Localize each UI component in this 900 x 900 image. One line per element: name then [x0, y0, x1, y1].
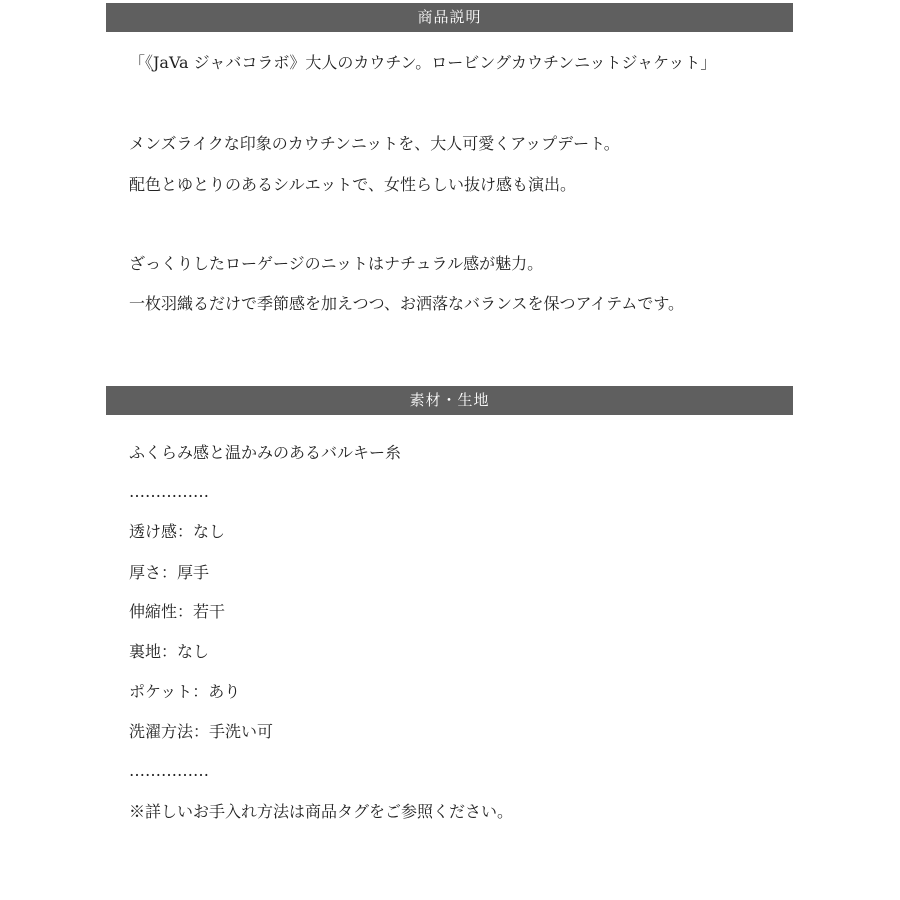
- spec-lining: 裏地：なし: [129, 642, 210, 661]
- spec-transparency: 透け感：なし: [129, 522, 226, 541]
- description-paragraph-line: 配色とゆとりのあるシルエットで、女性らしい抜け感も演出。: [129, 175, 576, 194]
- spec-washing: 洗濯方法：手洗い可: [129, 722, 274, 741]
- section-title: 素材・生地: [409, 391, 490, 409]
- product-name-line: 「《JaVa ジャバコラボ》大人のカウチン。ロービングカウチンニットジャケット」: [129, 53, 717, 72]
- spec-thickness: 厚さ：厚手: [129, 563, 210, 582]
- description-paragraph-line: メンズライクな印象のカウチンニットを、大人可愛くアップデート。: [129, 134, 620, 153]
- spec-pocket: ポケット：あり: [129, 682, 241, 701]
- spec-stretch: 伸縮性：若干: [129, 602, 226, 621]
- section-header-description: [106, 3, 793, 32]
- description-paragraph-line: ざっくりしたローゲージのニットはナチュラル感が魅力。: [129, 254, 544, 273]
- dotted-divider: ……………: [129, 761, 209, 780]
- material-intro: ふくらみ感と温かみのあるバルキー糸: [129, 443, 402, 462]
- description-paragraph-line: 一枚羽織るだけで季節感を加えつつ、お洒落なバランスを保つアイテムです。: [129, 294, 685, 313]
- section-title: 商品説明: [417, 8, 482, 26]
- care-note: ※詳しいお手入れ方法は商品タグをご参照ください。: [129, 802, 514, 821]
- section-header-material: [106, 386, 793, 415]
- dotted-divider: ……………: [129, 482, 209, 501]
